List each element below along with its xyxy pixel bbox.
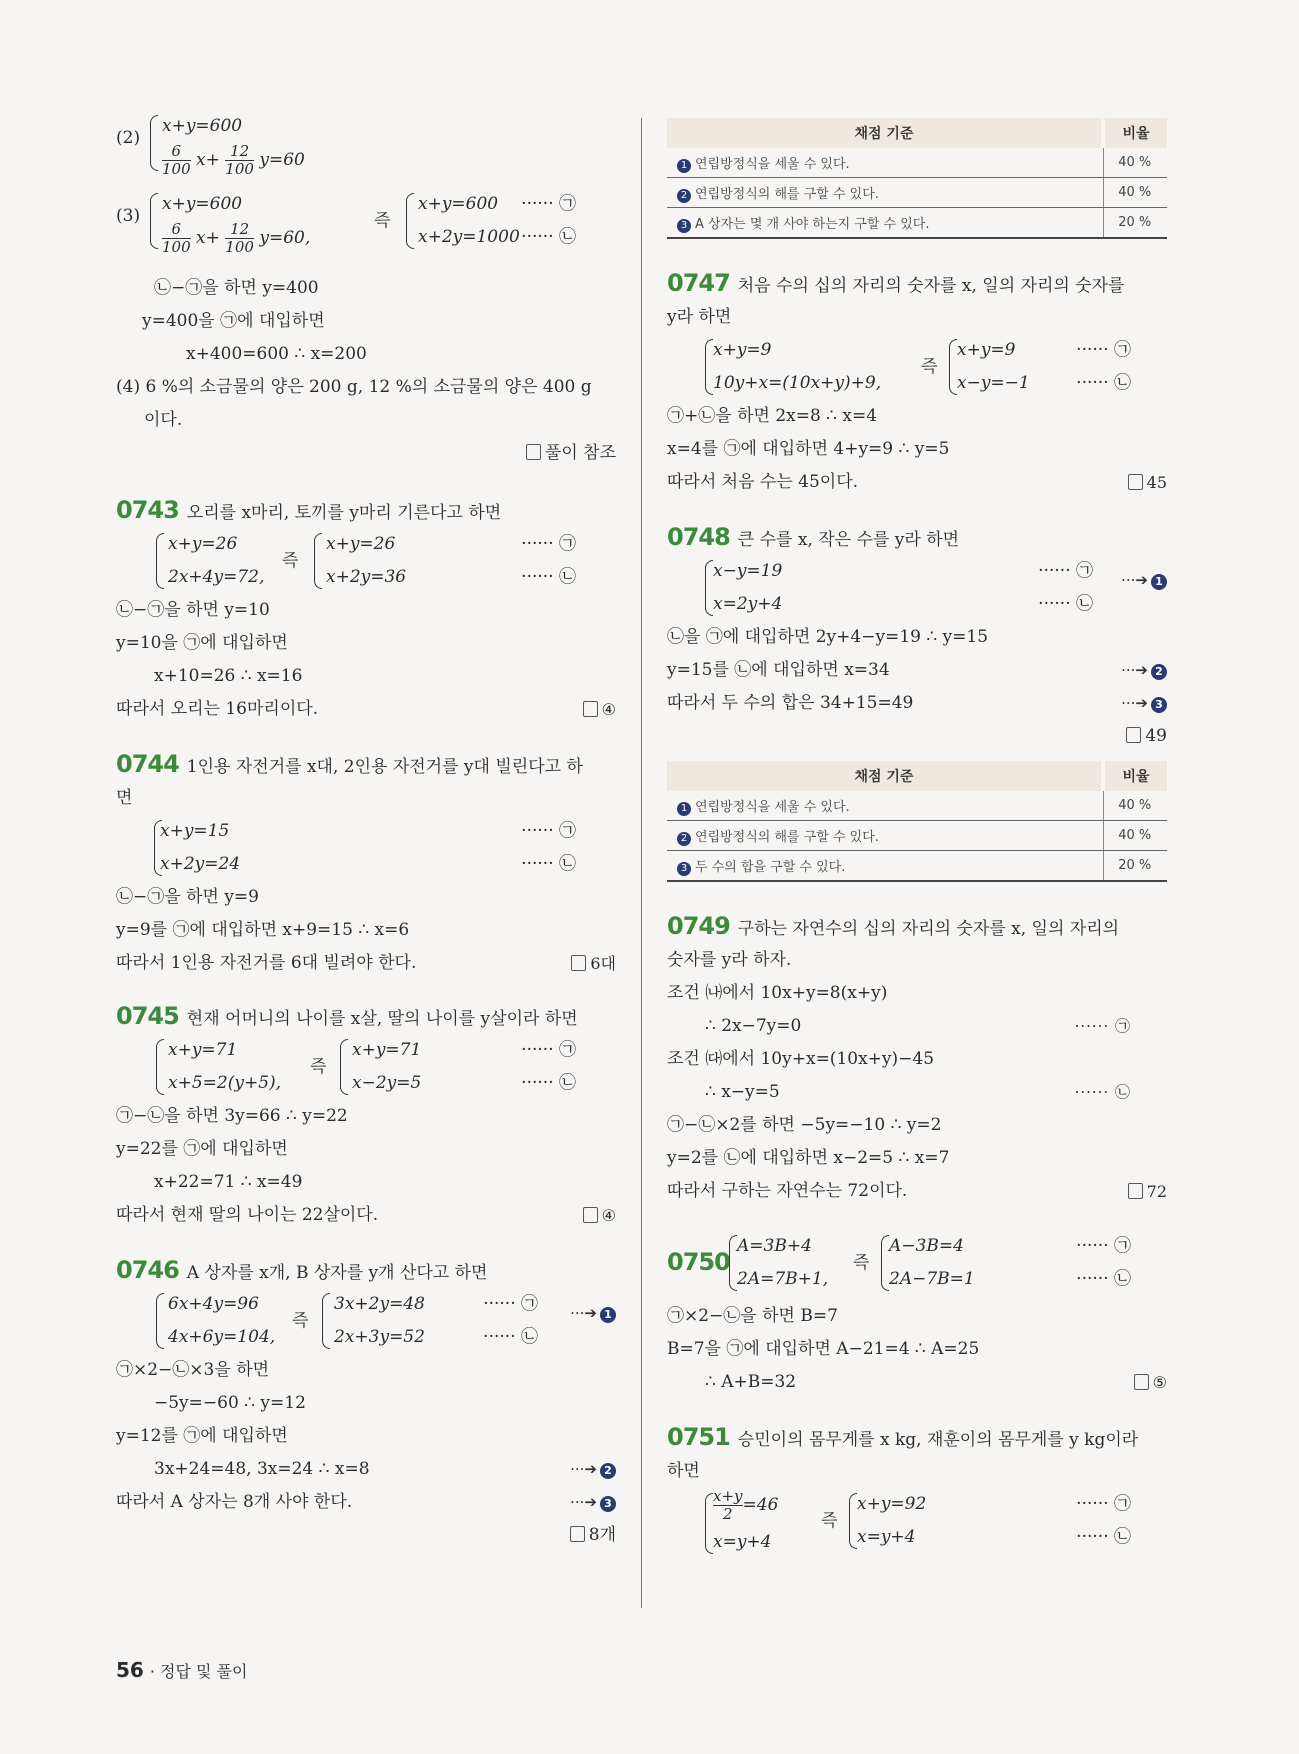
problem-0747-title: 0747 처음 수의 십의 자리의 숫자를 x, 일의 자리의 숫자를 [667, 269, 1125, 297]
answer: 8개 [116, 1519, 616, 1552]
answer-icon [1134, 1374, 1149, 1390]
text-line: 조건 ㈐에서 10y+x=(10x+y)−45 [667, 1049, 935, 1069]
text-line: 3x+24=48, 3x=24 ∴ x=8 ···➔ 2 [116, 1453, 616, 1486]
scoring-table-1: 채점 기준 비율 1 연립방정식을 세울 수 있다. 40 % 2 연립방정식의 해를 구할 수 있다. 40 % 3 A 상자는 몇 개 사야 하는지 구할 수 있다. 20 % [667, 118, 1167, 239]
text-line: ㉡−㉠을 하면 y=10 [116, 600, 270, 620]
text-line: x+400=600 ∴ x=200 [186, 344, 367, 364]
text-line: ㉠×2−㉡×3을 하면 [116, 1360, 270, 1380]
problem-0746-system: 6x+4y=96 4x+6y=104, 즉 3x+2y=48 2x+3y=52 ······ ㉠ ······ ㉡ ···➔ 1 [116, 1288, 616, 1354]
text-line: ㉠−㉡을 하면 3y=66 ∴ y=22 [116, 1106, 348, 1126]
text-line: ∴ x−y=5 ······ ㉡ [705, 1082, 1131, 1102]
problem-2-label: (2) [116, 128, 141, 148]
scoring-table-2: 채점 기준 비율 1 연립방정식을 세울 수 있다. 40 % 2 연립방정식의 해를 구할 수 있다. 40 % 3 두 수의 합을 구할 수 있다. 20 % [667, 761, 1167, 882]
answer: 풀이 참조 [116, 437, 616, 470]
mark-2: ···➔ 2 [570, 1453, 616, 1486]
problem-0743-system: x+y=26 2x+4y=72, 즉 x+y=26 x+2y=36 ······ ㉠ ······ ㉡ [116, 528, 616, 594]
mark-1: ···➔ 1 [1121, 571, 1167, 590]
fraction: $\frac{6}{100}$ [162, 142, 191, 178]
mark-3: ···➔ 3 [1121, 687, 1167, 720]
text-line: ㉠+㉡을 하면 2x=8 ∴ x=4 [667, 406, 878, 426]
left-column [116, 110, 616, 1552]
tag: ······ ㉠ [521, 194, 576, 214]
text-line: 따라서 현재 딸의 나이는 22살이다. ④ [116, 1205, 616, 1225]
answer-icon [1126, 727, 1141, 743]
text-line: y=22를 ㉠에 대입하면 [116, 1139, 288, 1159]
mark-3: ···➔ 3 [570, 1486, 616, 1519]
text-line: B=7을 ㉠에 대입하면 A−21=4 ∴ A=25 [667, 1339, 980, 1359]
text-line: x=4를 ㉠에 대입하면 4+y=9 ∴ y=5 [667, 439, 950, 459]
problem-0745-system: x+y=71 x+5=2(y+5), 즉 x+y=71 x−2y=5 ······ ㉠ ······ ㉡ [116, 1034, 616, 1100]
page-number: 56 [116, 1658, 144, 1682]
jeuk-label: 즉 [374, 211, 391, 231]
mark-1: ···➔ 1 [570, 1304, 616, 1323]
text-line: y=12를 ㉠에 대입하면 [116, 1426, 288, 1446]
text-line: ㉡을 ㉠에 대입하면 2y+4−y=19 ∴ y=15 [667, 627, 989, 647]
text-line: 따라서 구하는 자연수는 72이다. 72 [667, 1181, 1167, 1201]
text-line: 따라서 1인용 자전거를 6대 빌려야 한다. 6대 [116, 953, 616, 973]
text-line: y=15를 ㉡에 대입하면 x=34 ···➔ 2 [667, 654, 1167, 687]
text-line: −5y=−60 ∴ y=12 [154, 1393, 306, 1413]
problem-3-label: (3) [116, 206, 141, 226]
brace [150, 193, 158, 249]
fraction: $\frac{12}{100}$ [225, 142, 254, 178]
text-line: y=9를 ㉠에 대입하면 x+9=15 ∴ x=6 [116, 920, 410, 940]
text-line: x+10=26 ∴ x=16 [154, 666, 303, 686]
text-line: y=10을 ㉠에 대입하면 [116, 633, 288, 653]
answer: 49 [667, 720, 1167, 753]
text-line: ∴ A+B=32 ⑤ [705, 1372, 1167, 1392]
text-line: ∴ 2x−7y=0 ······ ㉠ [705, 1016, 1131, 1036]
text-line: 면 [116, 788, 133, 808]
problem-0749-title: 0749 구하는 자연수의 십의 자리의 숫자를 x, 일의 자리의 [667, 912, 1120, 940]
text-line: 이다. [144, 410, 183, 430]
problem-0750-number: 0750 [667, 1248, 730, 1276]
answer-icon [1128, 474, 1143, 490]
text-line: 따라서 A 상자는 8개 사야 한다. ···➔ 3 [116, 1486, 616, 1519]
problem-0750-system: 0750 A=3B+4 2A=7B+1, 즉 A−3B=4 2A−7B=1 ······ ㉠ ······ ㉡ [667, 1236, 1131, 1289]
text-line: ㉡−㉠을 하면 y=400 [154, 278, 319, 298]
text-line: y=2를 ㉡에 대입하면 x−2=5 ∴ x=7 [667, 1148, 950, 1168]
text-line: y=400을 ㉠에 대입하면 [142, 311, 325, 331]
page-footer [116, 1658, 247, 1682]
problem-3-system: (3) x+y=600 $\frac{6}{100}$ x+ $\frac{12}{100}$ y=60, 즉 x+y=600 x+2y=1000 ······ ㉠ ······ ㉡ [116, 188, 616, 272]
text-line: 따라서 두 수의 합은 34+15=49 ···➔ 3 [667, 687, 1167, 720]
text-line: (4) 6 %의 소금물의 양은 200 g, 12 %의 소금물의 양은 400 g [116, 377, 592, 397]
mark-2: ···➔ 2 [1121, 654, 1167, 687]
problem-0748-title: 0748 큰 수를 x, 작은 수를 y라 하면 [667, 523, 960, 551]
text-line: 따라서 오리는 16마리이다. ④ [116, 699, 616, 719]
text-line: y라 하면 [667, 307, 732, 327]
problem-0748-system: x−y=19 x=2y+4 ······ ㉠ ······ ㉡ ···➔ 1 [667, 555, 1167, 621]
column-divider [641, 118, 642, 1608]
brace [406, 193, 414, 249]
text-line: 따라서 처음 수는 45이다. 45 [667, 472, 1167, 492]
problem-0744-system: x+y=15 x+2y=24 ······ ㉠ ······ ㉡ [116, 815, 616, 881]
tag: ······ ㉡ [521, 227, 576, 247]
answer-icon [571, 955, 586, 971]
problem-0744-title: 0744 1인용 자전거를 x대, 2인용 자전거를 y대 빌린다고 하 [116, 750, 583, 778]
problem-0743-title: 0743 오리를 x마리, 토끼를 y마리 기른다고 하면 [116, 496, 502, 524]
answer-icon [526, 444, 541, 460]
problem-0751-system: $\frac{x+y}{2}$ =46 x=y+4 즉 x+y=92 x=y+4 ······ ㉠ ······ ㉡ [667, 1488, 1167, 1558]
answer-icon [583, 701, 598, 717]
text-line: ㉡−㉠을 하면 y=9 [116, 887, 259, 907]
problem-0751-title: 0751 승민이의 몸무게를 x kg, 재훈이의 몸무게를 y kg이라 [667, 1423, 1139, 1451]
right-column [667, 118, 1167, 1558]
text-line: 조건 ㈏에서 10x+y=8(x+y) [667, 983, 888, 1003]
equation: x+y=600 [162, 116, 243, 136]
text-line: 숫자를 y라 하자. [667, 950, 792, 970]
equation: x+y=600 [162, 194, 243, 214]
answer-icon [1128, 1183, 1143, 1199]
text-line: ㉠−㉡×2를 하면 −5y=−10 ∴ y=2 [667, 1115, 942, 1135]
answer-icon [583, 1207, 598, 1223]
problem-0746-title: 0746 A 상자를 x개, B 상자를 y개 산다고 하면 [116, 1256, 488, 1284]
problem-2-system: (2) x+y=600 $\frac{6}{100}$ x+ $\frac{12}{100}$ y=60 [116, 110, 616, 180]
footer-title: · 정답 및 풀이 [149, 1662, 248, 1681]
text-line: x+22=71 ∴ x=49 [154, 1172, 303, 1192]
text-line: ㉠×2−㉡을 하면 B=7 [667, 1306, 838, 1326]
problem-0745-title: 0745 현재 어머니의 나이를 x살, 딸의 나이를 y살이라 하면 [116, 1002, 578, 1030]
answer-icon [570, 1526, 585, 1542]
text-line: 하면 [667, 1461, 700, 1481]
problem-0747-system: x+y=9 10y+x=(10x+y)+9, 즉 x+y=9 x−y=−1 ······ ㉠ ······ ㉡ [667, 334, 1167, 400]
brace [150, 115, 158, 171]
